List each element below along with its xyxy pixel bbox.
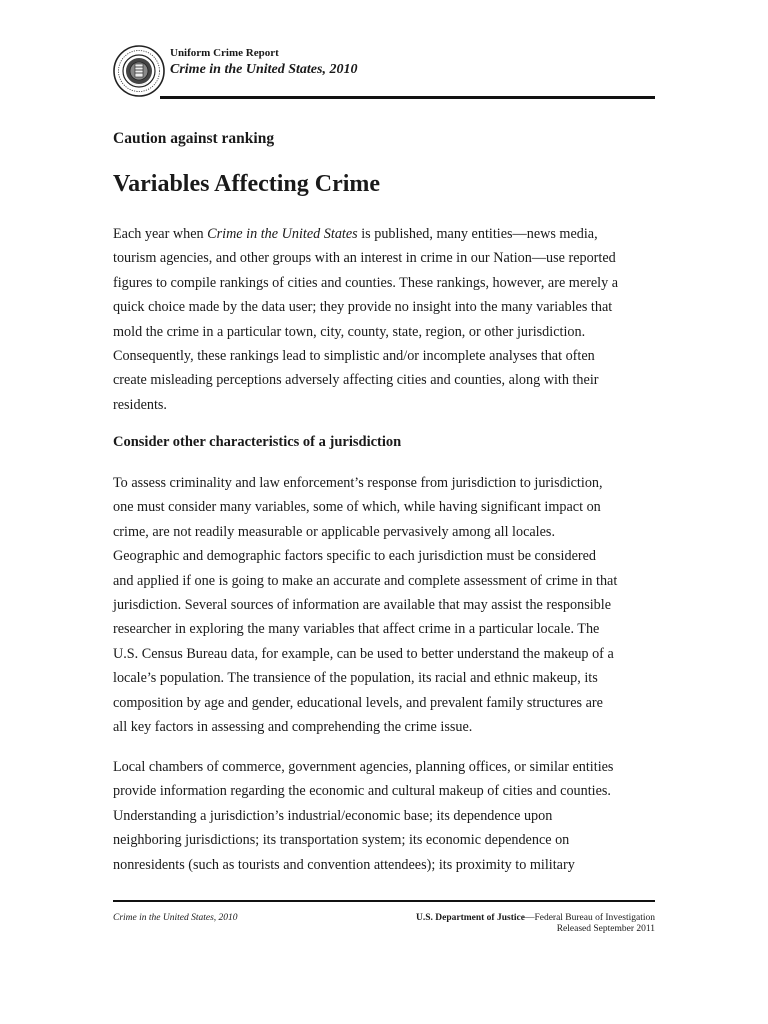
paragraph-line: nonresidents (such as tourists and convention attendees); its proximity to military (113, 856, 575, 873)
paragraph-line: tourism agencies, and other groups with an interest in crime in our Nation—use reported (113, 250, 616, 267)
paragraph-line: provide information regarding the economic and cultural makeup of cities and counties. (113, 783, 611, 800)
section-subheading: Consider other characteristics of a jurisdiction (113, 434, 402, 450)
paragraph-line: composition by age and gender, educational levels, and prevalent family structures are (113, 694, 603, 711)
paragraph-line: one must consider many variables, some of which, while having significant impact on (113, 499, 601, 516)
paragraph-line: all key factors in assessing and comprehending the crime issue. (113, 719, 473, 736)
paragraph-line: jurisdiction. Several sources of information are available that may assist the responsible (113, 597, 611, 614)
paragraph-line: Understanding a jurisdiction’s industrial/economic base; its dependence upon (113, 807, 553, 824)
paragraph-line: figures to compile rankings of cities and counties. These rankings, however, are merely a (113, 274, 619, 291)
paragraph-line: locale’s population. The transience of the population, its racial and ethnic makeup, its (113, 670, 598, 687)
footer-department: U.S. Department of Justice—Federal Bureau of Investigation (415, 913, 655, 923)
report-series: Uniform Crime Report (170, 47, 279, 59)
paragraph-line: quick choice made by the data user; they provide no insight into the many variables that (113, 299, 613, 316)
paragraph-line: and applied if one is going to make an accurate and complete assessment of crime in that (113, 572, 618, 589)
fbi-seal-icon (113, 45, 165, 97)
paragraph-line: Consequently, these rankings lead to simplistic and/or incomplete analyses that often (113, 348, 595, 365)
footer-publication: Crime in the United States, 2010 (113, 913, 238, 923)
paragraph-line: neighboring jurisdictions; its transportation system; its economic dependence on (113, 832, 570, 849)
footer-release-date: Released September 2011 (556, 924, 655, 934)
paragraph-intro (113, 222, 658, 417)
report-title: Crime in the United States, 2010 (170, 62, 358, 77)
section-label: Caution against ranking (113, 130, 275, 147)
paragraph-line: Geographic and demographic factors specific to each jurisdiction must be considered (113, 548, 596, 565)
paragraph-line: Local chambers of commerce, government agencies, planning offices, or similar entities (113, 759, 614, 775)
paragraph-characteristics (113, 471, 658, 739)
paragraph-line: researcher in exploring the many variables that affect crime in a particular locale. The (113, 621, 600, 638)
paragraph-line: Each year when Crime in the United States is published, many entities—news media, (113, 226, 598, 242)
paragraph-line: residents. (113, 396, 167, 413)
paragraph-line: crime, are not readily measurable or applicable pervasively among all locales. (113, 523, 555, 540)
page-title: Variables Affecting Crime (113, 171, 381, 197)
footer-agency (416, 913, 655, 935)
paragraph-line: create misleading perceptions adversely affecting cities and counties, along with their (113, 372, 599, 389)
paragraph-local-sources (113, 755, 658, 877)
footer-divider (113, 900, 655, 902)
paragraph-line: U.S. Census Bureau data, for example, can be used to better understand the makeup of a (113, 645, 614, 662)
paragraph-line: To assess criminality and law enforcement’s response from jurisdiction to jurisdiction, (113, 475, 603, 491)
header-divider (160, 96, 655, 99)
paragraph-line: mold the crime in a particular town, city, county, state, region, or other jurisdiction. (113, 323, 586, 340)
